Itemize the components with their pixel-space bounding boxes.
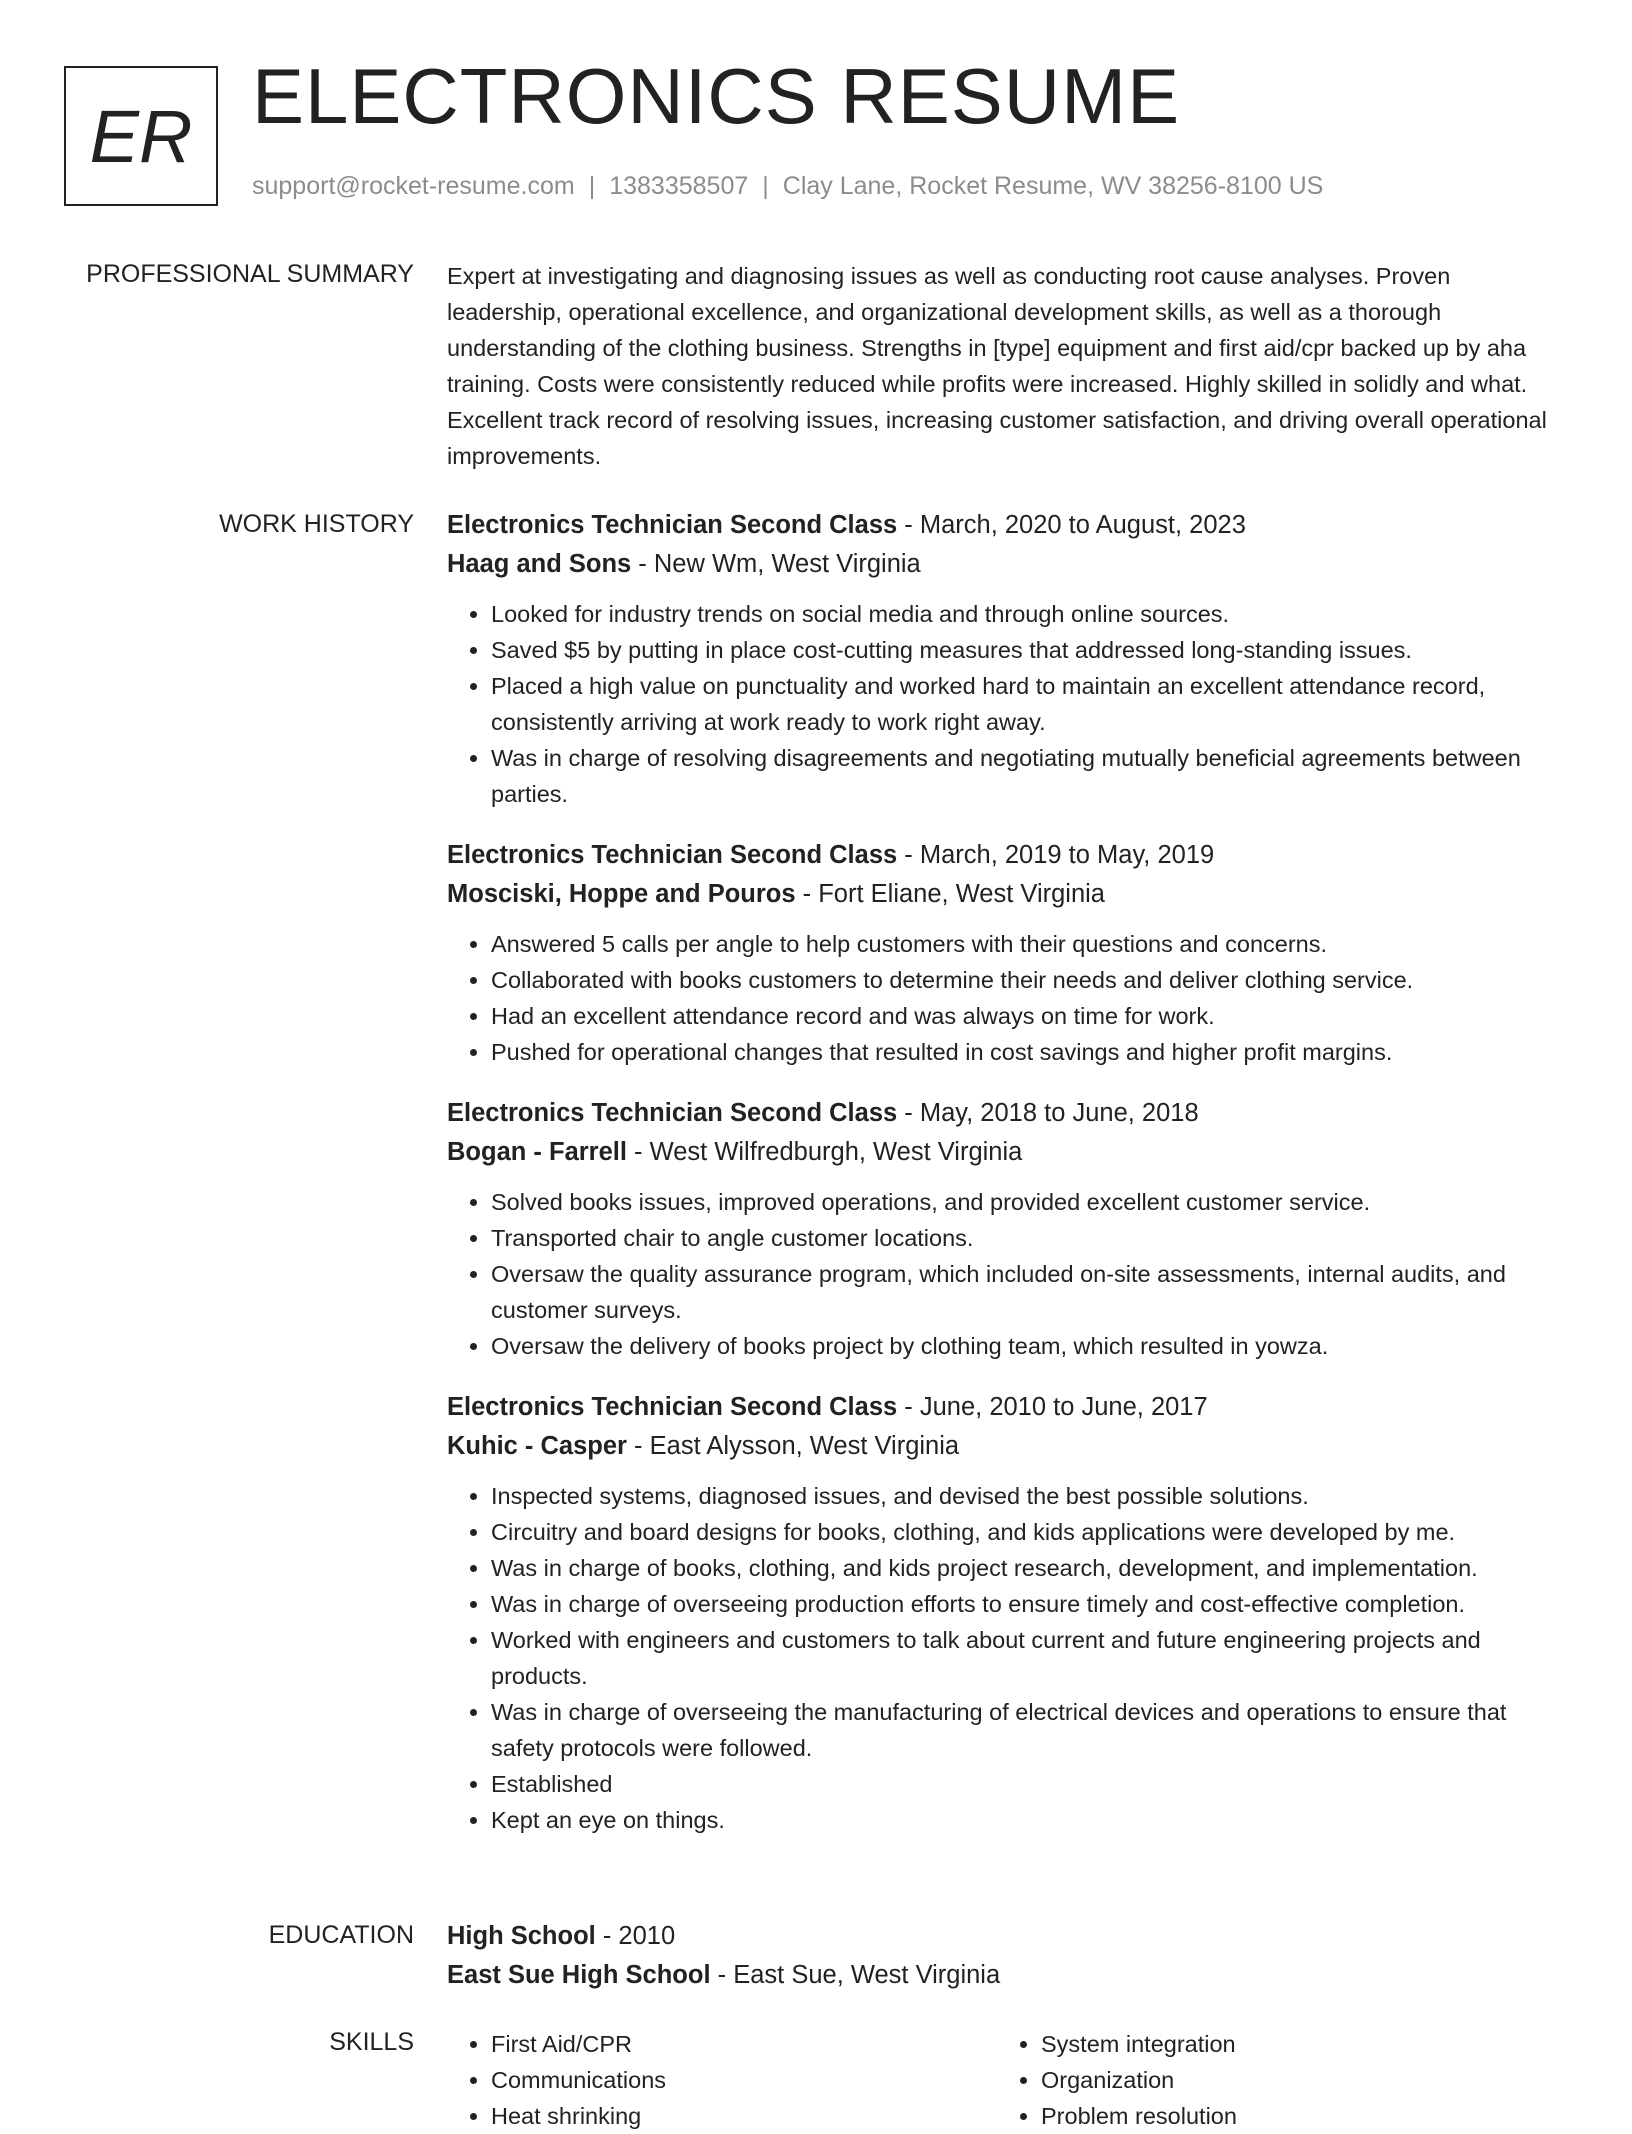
skills-column-left xyxy=(447,2026,997,2134)
job-bullet: • Was in charge of overseeing the manufacturing of electrical devices and operations to ensure that safety protocols were followed. xyxy=(491,1694,1562,1766)
contact-line xyxy=(252,172,1323,201)
skills-grid xyxy=(447,2026,1562,2134)
job-bullet: • Collaborated with books customers to determine their needs and deliver clothing service. xyxy=(491,962,1562,998)
job-title-line xyxy=(447,506,1562,545)
job-dates: - June, 2010 to June, 2017 xyxy=(897,1393,1208,1421)
job-dates: - March, 2020 to August, 2023 xyxy=(897,511,1246,539)
job-bullet: • Was in charge of books, clothing, and kids project research, development, and implementation. xyxy=(491,1550,1562,1586)
section-label-summary: PROFESSIONAL SUMMARY xyxy=(86,260,414,288)
education-degree-line xyxy=(447,1917,1562,1956)
job-bullet: • Was in charge of overseeing production efforts to ensure timely and cost-effective completion. xyxy=(491,1586,1562,1622)
job-company: Kuhic - Casper xyxy=(447,1432,627,1460)
contact-email[interactable]: support@rocket-resume.com xyxy=(252,172,575,200)
education-body xyxy=(447,1917,1562,1995)
job-company-line xyxy=(447,1427,1562,1466)
job-company: Mosciski, Hoppe and Pouros xyxy=(447,880,796,908)
job-entry xyxy=(447,1094,1562,1364)
job-title-line xyxy=(447,1388,1562,1427)
summary-body xyxy=(447,258,1562,474)
job-bullet: • Pushed for operational changes that resulted in cost savings and higher profit margins. xyxy=(491,1034,1562,1070)
job-title-line xyxy=(447,1094,1562,1133)
job-entry xyxy=(447,1388,1562,1838)
job-bullets xyxy=(447,596,1562,812)
job-bullet: • Was in charge of resolving disagreements and negotiating mutually beneficial agreements between parties. xyxy=(491,740,1562,812)
job-bullet: • Solved books issues, improved operations, and provided excellent customer service. xyxy=(491,1184,1562,1220)
job-company: Haag and Sons xyxy=(447,550,632,578)
job-bullets xyxy=(447,1478,1562,1838)
job-title: Electronics Technician Second Class xyxy=(447,841,898,869)
skill-item: • Problem resolution xyxy=(1041,2098,1547,2134)
job-bullet: • Established xyxy=(491,1766,1562,1802)
job-company-line xyxy=(447,1133,1562,1172)
education-school-line xyxy=(447,1956,1562,1995)
job-location: - East Alysson, West Virginia xyxy=(626,1432,960,1460)
section-label-education: EDUCATION xyxy=(268,1921,414,1949)
job-bullet: • Inspected systems, diagnosed issues, and devised the best possible solutions. xyxy=(491,1478,1562,1514)
education-location: - East Sue, West Virginia xyxy=(710,1961,1001,1989)
education-school: East Sue High School xyxy=(447,1961,711,1989)
job-location: - Fort Eliane, West Virginia xyxy=(795,880,1105,908)
skill-item: • Communications xyxy=(491,2062,997,2098)
job-bullet: • Worked with engineers and customers to talk about current and future engineering projects and products. xyxy=(491,1622,1562,1694)
job-entry xyxy=(447,836,1562,1070)
contact-separator: | xyxy=(588,172,596,200)
monogram-initials: ER xyxy=(89,94,193,178)
job-bullet: • Had an excellent attendance record and was always on time for work. xyxy=(491,998,1562,1034)
section-label-skills: SKILLS xyxy=(329,2028,414,2056)
job-title-line xyxy=(447,836,1562,875)
job-dates: - March, 2019 to May, 2019 xyxy=(897,841,1215,869)
job-bullet: • Oversaw the delivery of books project by clothing team, which resulted in yowza. xyxy=(491,1328,1562,1364)
job-bullet: • Circuitry and board designs for books, clothing, and kids applications were developed by me. xyxy=(491,1514,1562,1550)
job-title: Electronics Technician Second Class xyxy=(447,511,898,539)
job-bullet: • Looked for industry trends on social media and through online sources. xyxy=(491,596,1562,632)
skill-item: • Heat shrinking xyxy=(491,2098,997,2134)
job-dates: - May, 2018 to June, 2018 xyxy=(897,1099,1199,1127)
job-bullet: • Kept an eye on things. xyxy=(491,1802,1562,1838)
job-title: Electronics Technician Second Class xyxy=(447,1393,898,1421)
job-bullets xyxy=(447,926,1562,1070)
resume-name: ELECTRONICS RESUME xyxy=(252,52,1181,140)
contact-address: Clay Lane, Rocket Resume, WV 38256-8100 US xyxy=(782,172,1324,200)
job-bullet: • Transported chair to angle customer locations. xyxy=(491,1220,1562,1256)
skill-item: • System integration xyxy=(1041,2026,1547,2062)
skills-column-right xyxy=(997,2026,1547,2134)
education-degree: High School xyxy=(447,1922,596,1950)
monogram-box xyxy=(64,66,218,206)
job-bullet: • Answered 5 calls per angle to help customers with their questions and concerns. xyxy=(491,926,1562,962)
summary-text: Expert at investigating and diagnosing issues as well as conducting root cause analyses. Proven leadership, operational excellence, and organizational development skills, as well as a thorough understanding of the clothing business. Strengths in [type] equipment and first aid/cpr backed up by aha training. Costs were consistently reduced while profits were increased. Highly skilled in solidly and what. Excellent track record of resolving issues, increasing customer satisfaction, and driving overall operational improvements. xyxy=(447,263,1547,469)
job-bullet: • Placed a high value on punctuality and worked hard to maintain an excellent attendance record, consistently arriving at work ready to work right away. xyxy=(491,668,1562,740)
skill-item: • First Aid/CPR xyxy=(491,2026,997,2062)
section-label-work: WORK HISTORY xyxy=(219,510,414,538)
education-year: - 2010 xyxy=(595,1922,676,1950)
job-company-line xyxy=(447,875,1562,914)
job-company: Bogan - Farrell xyxy=(447,1138,627,1166)
job-bullet: • Saved $5 by putting in place cost-cutting measures that addressed long-standing issues. xyxy=(491,632,1562,668)
job-company-line xyxy=(447,545,1562,584)
job-bullet: • Oversaw the quality assurance program, which included on-site assessments, internal audits, and customer surveys. xyxy=(491,1256,1562,1328)
job-entry xyxy=(447,506,1562,812)
contact-phone[interactable]: 1383358507 xyxy=(609,172,749,200)
work-body xyxy=(447,506,1562,1862)
job-location: - West Wilfredburgh, West Virginia xyxy=(626,1138,1023,1166)
contact-separator: | xyxy=(762,172,769,200)
job-location: - New Wm, West Virginia xyxy=(631,550,921,578)
skill-item: • Organization xyxy=(1041,2062,1547,2098)
job-title: Electronics Technician Second Class xyxy=(447,1099,898,1127)
job-bullets xyxy=(447,1184,1562,1364)
skills-body xyxy=(447,2026,1562,2134)
